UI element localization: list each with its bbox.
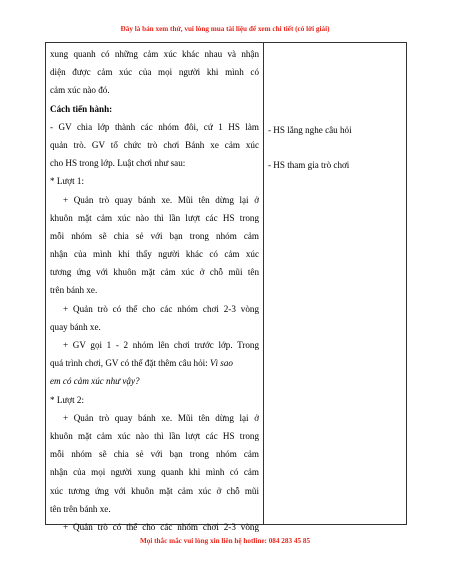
text-line: quản trò. GV tổ chức trò chơi Bánh xe cảm xúc — [50, 139, 259, 150]
text-line: + Quản trò quay bánh xe. Mũi tên dừng lại ở — [63, 194, 259, 205]
section-heading: Cách tiến hành: — [50, 103, 113, 114]
text-line: nhận của mình khi thấy người khác có cảm xúc — [50, 249, 259, 260]
text-line: diện được cảm xúc của mọi người khi mình có — [50, 67, 259, 78]
text-line: + Quản trò quay bánh xe. Mũi tên dừng lại ở — [63, 412, 259, 423]
student-note: - HS lắng nghe câu hỏi — [268, 125, 352, 135]
text-line: mỗi nhóm sẽ chia sẻ với bạn trong nhóm cảm — [50, 230, 259, 241]
question-text: Vì sao — [209, 358, 233, 369]
text-line: - GV chia lớp thành các nhóm đôi, cứ 1 HS làm — [50, 121, 259, 132]
text-line — [50, 354, 259, 372]
text-line: trên bánh xe. — [50, 285, 98, 296]
preview-notice-banner: Đây là bản xem thử, vui lòng mua tài liệu để xem chi tiết (có lời giải) — [120, 25, 330, 33]
text-line: quay bánh xe. — [50, 321, 101, 332]
text-line: tên trên bánh xe. — [50, 503, 111, 514]
text-line: tương ứng với khuôn mặt cảm xúc ở chỗ mũi tên — [50, 267, 259, 278]
text-line: mỗi nhóm sẽ chia sẻ với bạn trong nhóm cảm — [50, 449, 259, 460]
student-note: - HS tham gia trò chơi — [268, 160, 350, 170]
round-label: * Lượt 1: — [50, 176, 84, 187]
text-line: xúc tương ứng với khuôn mặt cảm xúc ở chỗ mũi — [50, 485, 259, 496]
text-line: khuôn mặt cảm xúc nào thì lần lượt các HS trong — [50, 430, 259, 441]
text-line: + GV gọi 1 - 2 nhóm lên chơi trước lớp. Trong — [63, 340, 259, 350]
lesson-plan-table — [45, 42, 407, 532]
text-line: nhận của mọi người xung quanh khi mình có cảm — [50, 467, 259, 478]
text-line: xung quanh có những cảm xúc khác nhau và nhận — [50, 49, 259, 59]
text-line: cho HS trong lớp. Luật chơi như sau: — [50, 158, 186, 169]
question-text-continued: em có cảm xúc như vậy? — [50, 376, 140, 387]
text-line-start: quá trình chơi, GV có thể đặt thêm câu hỏi: — [50, 358, 210, 369]
teacher-activity-column — [46, 43, 264, 532]
text-line: cảm xúc nào đó. — [50, 85, 110, 96]
text-line: + Quản trò có thể cho các nhóm chơi 2-3 vòng — [63, 521, 259, 532]
student-activity-column — [264, 43, 406, 524]
text-line: khuôn mặt cảm xúc nào thì lần lượt các HS trong — [50, 212, 259, 223]
round-label: * Lượt 2: — [50, 394, 84, 405]
hotline-banner: Mọi thắc mắc vui lòng xin liên hệ hotline: 084 283 45 85 — [139, 537, 311, 545]
text-line: + Quản trò có thể cho các nhóm chơi 2-3 vòng — [63, 303, 259, 314]
